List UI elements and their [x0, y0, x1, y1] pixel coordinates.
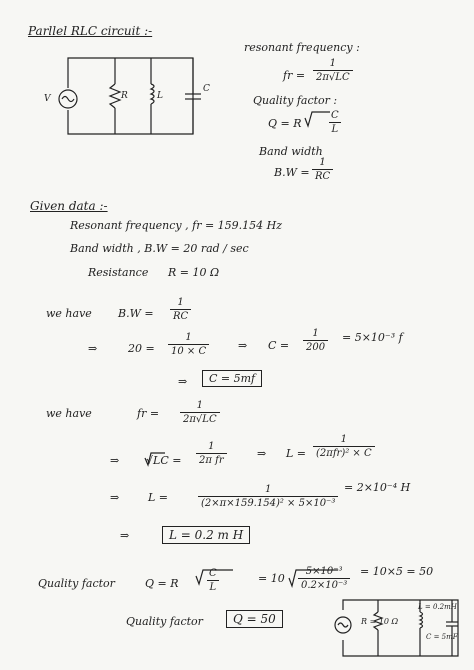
sqrt-lc-numerator: 1: [208, 441, 215, 452]
implies-arrow-2: ⇒: [238, 339, 248, 352]
fr-eq-denominator: 2π√LC: [180, 412, 220, 425]
fr-lhs: fr =: [283, 69, 306, 82]
q-eq-sqrt-fraction-2: [298, 566, 350, 591]
implies-arrow-3: ⇒: [178, 375, 188, 388]
sqrt-lc-eq: √LC =: [146, 454, 182, 467]
q-eq-sqrt-denominator-2: 0.2×10⁻³: [298, 578, 350, 591]
l-numeric-numerator: 1: [264, 484, 272, 495]
twenty-numerator: 1: [185, 332, 192, 343]
l-numeric-denominator: (2×π×159.154)² × 5×10⁻³: [198, 496, 338, 509]
source-label: V: [44, 94, 51, 104]
l-fraction: [313, 434, 375, 459]
capacitor-label: C: [203, 84, 210, 94]
final-c-label: C = 5mF: [426, 633, 458, 641]
fr-denominator: 2π√LC: [313, 70, 353, 83]
bw-denominator: RC: [312, 169, 333, 182]
q-sqrt-denominator: L: [329, 122, 342, 135]
bw-numerator: 1: [319, 157, 326, 168]
q-sqrt-numerator: C: [331, 110, 339, 121]
bw-lhs: B.W =: [274, 166, 310, 179]
sqrt-lc-fraction: [196, 441, 227, 466]
quality-factor-label: Quality factor :: [253, 94, 338, 107]
implies-arrow: ⇒: [88, 342, 98, 355]
final-l-label: L = 0.2mH: [418, 603, 457, 611]
q-eq-sqrt-numerator: C: [209, 568, 217, 579]
bw-eq-lhs: B.W =: [118, 307, 154, 320]
c-denominator: 200: [303, 340, 328, 353]
l-numeric-fraction: [198, 484, 338, 509]
twenty-fraction: [168, 332, 209, 357]
c-result: = 5×10⁻³ f: [342, 331, 403, 344]
resonant-frequency-label: resonant frequency :: [244, 41, 360, 54]
implies-arrow-7: ⇒: [120, 529, 130, 542]
we-have-label: we have: [46, 307, 92, 320]
sqrt-lc-denominator: 2π fr: [196, 453, 227, 466]
page-title: Parllel RLC circuit :-: [28, 24, 153, 38]
fr-numerator: 1: [329, 58, 336, 69]
resistor-label: R: [121, 91, 128, 101]
c-fraction: [303, 328, 328, 353]
given-bandwidth: Band width , B.W = 20 rad / sec: [70, 242, 249, 255]
given-heading: Given data :-: [30, 199, 108, 213]
l-eq-2: L =: [148, 491, 169, 504]
implies-arrow-4: ⇒: [110, 454, 120, 467]
bw-fraction: [312, 157, 333, 182]
q-boxed-result: Q = 50: [226, 610, 283, 628]
we-have-label-2: we have: [46, 407, 92, 420]
fr-eq-numerator: 1: [196, 400, 203, 411]
given-resonant-frequency: Resonant frequency , fr = 159.154 Hz: [70, 219, 283, 232]
l-boxed-result: L = 0.2 m H: [162, 526, 250, 544]
q-eq-sqrt-denominator: L: [207, 580, 220, 593]
q-eq-lhs: Q = R: [145, 577, 179, 590]
q-result: = 10×5 = 50: [360, 565, 434, 578]
twenty-eq: 20 =: [128, 342, 155, 355]
l-eq: L =: [286, 447, 307, 460]
final-r-label: R = 10 Ω: [361, 617, 399, 626]
implies-arrow-6: ⇒: [110, 491, 120, 504]
c-eq: C =: [268, 339, 290, 352]
q-sqrt-fraction: [328, 110, 342, 135]
twenty-denominator: 10 × C: [168, 344, 209, 357]
c-numerator: 1: [312, 328, 319, 339]
bandwidth-label: Band width: [259, 145, 323, 158]
l-denominator: (2πfr)² × C: [313, 446, 375, 459]
q-lhs: Q = R: [268, 117, 302, 130]
bw-eq-numerator: 1: [177, 297, 184, 308]
l-numerator: 1: [340, 434, 347, 445]
q-eq-sqrt-numerator-2: 5×10⁻³: [305, 566, 343, 577]
l-result: = 2×10⁻⁴ H: [344, 481, 411, 494]
inductor-label: L: [157, 91, 163, 101]
q-eq-2: = 10: [258, 572, 285, 585]
c-boxed-result: C = 5mf: [202, 370, 262, 387]
quality-factor-label-2: Quality factor: [38, 577, 115, 590]
given-resistance-value: R = 10 Ω: [168, 266, 220, 279]
fr-eq-lhs: fr =: [137, 407, 160, 420]
fr-fraction: [313, 58, 353, 83]
fr-eq-fraction: [180, 400, 220, 425]
bw-eq-denominator: RC: [170, 309, 191, 322]
q-eq-sqrt-fraction: [206, 568, 220, 593]
bw-eq-fraction: [170, 297, 191, 322]
given-resistance-label: Resistance: [88, 266, 149, 279]
implies-arrow-5: ⇒: [257, 447, 267, 460]
quality-factor-final-label: Quality factor: [126, 615, 203, 628]
